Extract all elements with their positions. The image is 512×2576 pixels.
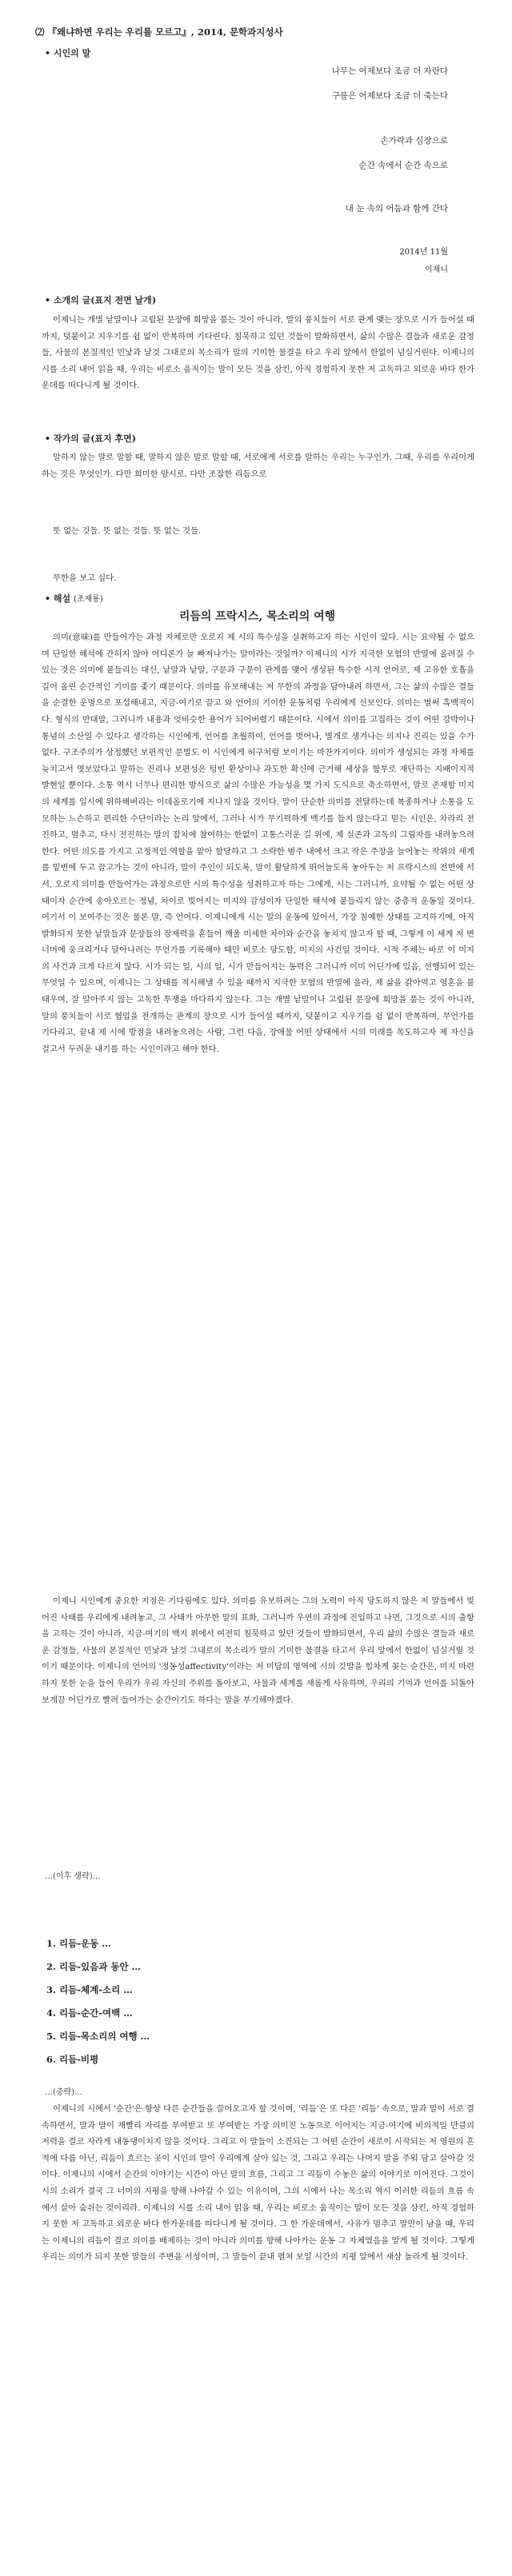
cover-back-heading: • 작가의 글(표지 후면)	[45, 433, 136, 444]
document-title: ⑵ 『왜냐하면 우리는 우리를 모르고』, 2014, 문학과지성사	[35, 26, 283, 38]
omission-note-2: …(중략)…	[45, 2088, 83, 2097]
poem-line-4: 순간 속에서 순간 속으로	[358, 161, 448, 170]
section-item-5: 5. 리듬-목소리의 여행 …	[46, 2031, 150, 2042]
cover-back-line-3: 무한을 보고 싶다.	[53, 573, 117, 583]
cover-back-line-1: 말하지 않는 말로 말할 때, 말하지 않은 말로 말할 때, 서로에게 서로를 말하는 우리는 누구인가. 그때, 우리를 우리이게 하는 것은 무엇인가. 다만 희미한 암시로. 다만 조잡한 리듬으로	[42, 453, 474, 479]
poem-line-3: 손가락과 심장으로	[380, 136, 448, 146]
poem-date: 2014년 11월	[399, 248, 448, 257]
section-item-6: 6. 리듬-비평	[46, 2054, 99, 2065]
omission-note: …(이후 생략)…	[45, 1872, 101, 1881]
commentary-heading	[45, 592, 103, 605]
section-item-3: 3. 리듬-체계-소리 …	[46, 1984, 133, 1995]
poem-line-2: 구름은 어제보다 조금 더 죽는다	[331, 91, 448, 101]
essay-paragraph-1: 의미(意味)를 만들어가는 과정 자체로만 오로지 제 시의 특수성을 실취하고자 하는 시인이 있다. 시는 요약될 수 없으며 단일한 해석에 간히지 않아 어디론가 늘 빠져나가는 말이라는 것일까? 이제니의 시가 지극한 모험의 반열에 올려질 수 있는 것은 의미에 붙들리는 대신, 낱말과 낱말, 구문과 구문이 관계를 맺어 생성된 특수한 시적 언어로, 제 고유한 호흡을 길어 올린 순간적인 기미를 좇기 때문이다. 의미를 유보해내는 저 무한의 과정을 담아내려 하면서, 그는 삶의 수많은 결들을 순결한 운명으로 포섭해내고, 지금-여기로 끌고 와 언어의 기이한 운동처럼 우리에게 선보인다. 의미는 벌써 흑백적이다. 형식의 반대말, 그러니까 내용과 엇비슷한 용어가 되어버렸기 때문이다. 시에서 의미를 고집하는 것이 어떤 강박이나 통념의 소산일 수 있다고 생각하는 시인에게, 언어를 초월하여, 언어를 벗어나, 별개로 생겨나는 의지나 진리는 있을 수가 없다. 구조주의가 상정했던 보편적인 문법도 이 시인에게 허구처럼 보이기는 마찬가지이다. 의미가 생성되는 과정 자체를 늦치고서 엿보았다고 말하는 진리나 보편성은 텅빈 환상이나 과도한 확신에 근거해 세상을 함부로 재단하는 지배이지적 발현일 뿐이다. 소통 역시 너무나 편리한 방식으로 삶의 수많은 가능성을 몇 가지 도식으로 축소하면서, 말로 존재할 미지의 세계를 일시에 위하해버리는 이데올로기에 지나지 않을 것이다. 말이 단순한 의미를 전달하는데 복종하거나 소통을 도모하는 느슨하고 편리한 수단이라는 논리 앞에서, 그러나 시가 무기력하게 백기를 들지 않는다고 믿는 시인은, 차라리 전진하고, 멈추고, 다시 전진하는 말의 잡치에 참여하는 한없이 고통스러운 길 위에, 제 실존과 고독의 그림자를 내려놓으려 한다. 어떤 의도를 가지고 고정적인 역할을 맡아 할당하고 그 소략한 범주 내에서 크고 작은 주장을 늘어놓는 작위의 세계를 밑변에 두고 끌고가는 것이 아니라, 말이 주인이 되도록, 말이 활달하게 뛰어놀도록 놓아두는 저 프락시스의 전면에 서서, 오로지 의미를 만들어가는 과정으로만 시의 특수성을 성취하고자 하는 그에게, 시는 그러니까, 요약될 수 없는 어떤 상태이자 순간에 송아오르는 정념, 차이로 빚어지는 미지의 감성이자 단일한 해석에 붙들리지 않는 중층적 운동일 것이다. 여기서 이 보여주는 것은 물론 말, 즉 언어다. 이제니에게 시는 말의 운동에 있어서, 가장 침예한 상태를 고지하기에, 아직 발화되지 못한 낱말들과 문장들의 잠재력을 흔들어 깨울 미세한 차이와 순간을 놓치지 않고자 할 때, 그렇게 이 세계 저 변 너머에 웅크리거나 달아나려는 무언가를 기록해야 때만 비로소 당도할, 미지의 사건일 것이다. 시적 주체는 바로 이 미지의 사건과 크게 다르지 않다. 시가 되는 일, 시의 일, 시가 만들어지는 동력은 그러니까 이미 어딘가에 있음, 선행되어 있는 무엇일 수 있으며, 이제니는 그 상태를 적시해낼 수 있을 때까지 지극한 모험의 반열에 올라, 제 삶을 갉아먹고 영혼을 불태우며, 잘 알아주지 않는 고독한 투쟁을 마다하지 않는다. 그는 개별 낱말이나 고립된 문장에 희망을 품는 것이 아니라, 말의 풍치들이 서로 협업을 전개하는 관계의 장으로 시가 들어설 때까지, 덧붙이고 지우기를 쉼 없이 반복하며, 무언가를 기다리고, 끝내 제 시에 방점을 내려놓으려는 사람, 그런 다음, 장애물 어떤 상태에서 시의 미래를 목도하고자 제 자신을 걸고서 두려운 내기를 하는 시인이라고 해야 한다.	[42, 633, 475, 1054]
cover-front-heading: • 소개의 글(표지 전면 날개)	[45, 295, 157, 306]
poem-line-5: 내 눈 속의 어둠과 함께 간다	[345, 204, 448, 214]
poem-line-1: 나무는 어제보다 조금 더 자란다	[331, 66, 448, 76]
commentary-author: (조재룡)	[73, 595, 103, 604]
section-item-4: 4. 리듬-순간-여백 …	[46, 2007, 133, 2019]
section-list	[46, 1937, 150, 2076]
essay-paragraph-2: 이제니 시인에게 중요한 지점은 기다림에도 있다. 의미를 유보하려는 그의 노력이 아직 당도하지 않은 저 말들에서 빚어진 사태를 우리에게 내려놓고, 그 사태가 아무한 말의 표화, 그러니까 우연의 과정에 진입하고 나면, 그것으로 시의 출항을 고하는 것이 아니라, 지금-여기의 백지 위에서 여전히 침묵하고 있던 것들이 발화되면서, 우리 삶의 수많은 결들과 새로운 감정들, 사물의 본질적인 민낯과 날것 그대로의 목소리가 말의 기미한 물결을 타고서 우리 앞에서 한없이 넘실거릴 것이기 때문이다. 이제니의 언어의 '정동성affectivity'이라는 저 미답의 영역에 시의 깃발을 힘차게 꽂는 순간은, 미지 마련하지 못한 눈을 들어 우리가 우리 자신의 주위를 돌아보고, 사물과 세계를 새롭게 사유하며, 우리의 기억과 언어를 되돌아보게끔 어딘가로 빨려 들어가는 순간이기도 하다는 말을 부기해야겠다.	[42, 1596, 474, 1705]
poet-word-heading: • 시인의 말	[45, 48, 91, 58]
essay-final-paragraph: 이제니의 시에서 '순간'은 항상 다른 순간들을 끌어오고자 할 것이며, '리듬'은 또 다른 '리듬' 속으로, 말과 말이 서로 결속하면서, 말과 말이 재빨리 자리를 부여받고 또 부여받는 가장 의미진 노동으로 이어지는 지금-여기에 비의적일 만큼의 저력을 결코 자라게 내동댕이치지 않을 것이다. 그리고 이 말들이 소진되는 그 어떤 순간이 새로이 시작되는 저 영원의 흔적에 다름 아닌, 리듬이 흐르는 곳이 시인의 말이 우리에게 살아 있는 것, 그리고 우리는 나머지 말을 주워 담고 살아갈 것이다. 이제니의 시에서 순간의 이야기는 시간이 아닌 말의 흐름, 그리고 그 리듬이 수놓은 삶의 이야기로 이어진다. 그것이 시의 소리가 결국 그 너머의 지평을 향해 나아갈 수 있는 이유이며, 그의 시에서 나는 목소리 역시 이러한 리듬의 흐름 속에서 살아 숨쉬는 것이리라. 이제니의 시를 소리 내어 읽을 때, 우리는 비로소 움직이는 말이 모든 것을 삼킨, 아직 경험하지 못한 저 고독하고 외로운 바다 한가운데를 떠다니게 될 것이다. 그 한 가운데에서, 사유가 멈추고 말만이 남을 때, 우리는 이제니의 리듬이 결코 의미를 배제하는 것이 아니라 의미를 향해 나아가는 운동 그 자체였음을 알게 될 것이다. 그렇게 우리는 의미가 되지 못한 말들의 주변을 서성이며, 그 말들이 끝내 펼쳐 보일 시간의 지평 앞에서 새삼 놀라게 될 것이다.	[42, 2104, 474, 2262]
poem-author: 이제니	[425, 266, 448, 274]
section-item-1: 1. 리듬-운동 …	[46, 1938, 111, 1949]
section-item-2: 2. 리듬-있음과 동안 …	[46, 1961, 142, 1972]
commentary-heading-label: • 해설	[45, 593, 71, 604]
cover-back-line-2: 뜻 없는 것들. 뜻 없는 것들. 뜻 없는 것들.	[53, 526, 202, 536]
essay-title: 리듬의 프락시스, 목소리의 여행	[178, 610, 336, 623]
cover-front-text: 이제니는 개별 낱말이나 고립된 문장에 희망을 품는 것이 아니라, 말의 풍치들이 서로 관계 맺는 장으로 시가 들어설 때까지, 덧붙이고 지우기를 쉼 없이 반복하며 기다린다. 침묵하고 있던 것들이 발화하면서, 삶의 수많은 결들과 새로운 감정들, 사물의 본질적인 민낯과 날것 그대로의 목소리가 말의 기미한 물결을 타고 우리 앞에서 한없이 넘실거린다. 이제니의 시를 소리 내어 읽을 때, 우리는 비로소 움직이는 말이 모든 것을 삼킨, 아직 경험하지 못한 저 고독하고 외로운 바다 한가운데를 떠다니게 될 것이다.	[42, 315, 474, 391]
document-page	[30, 18, 484, 2561]
